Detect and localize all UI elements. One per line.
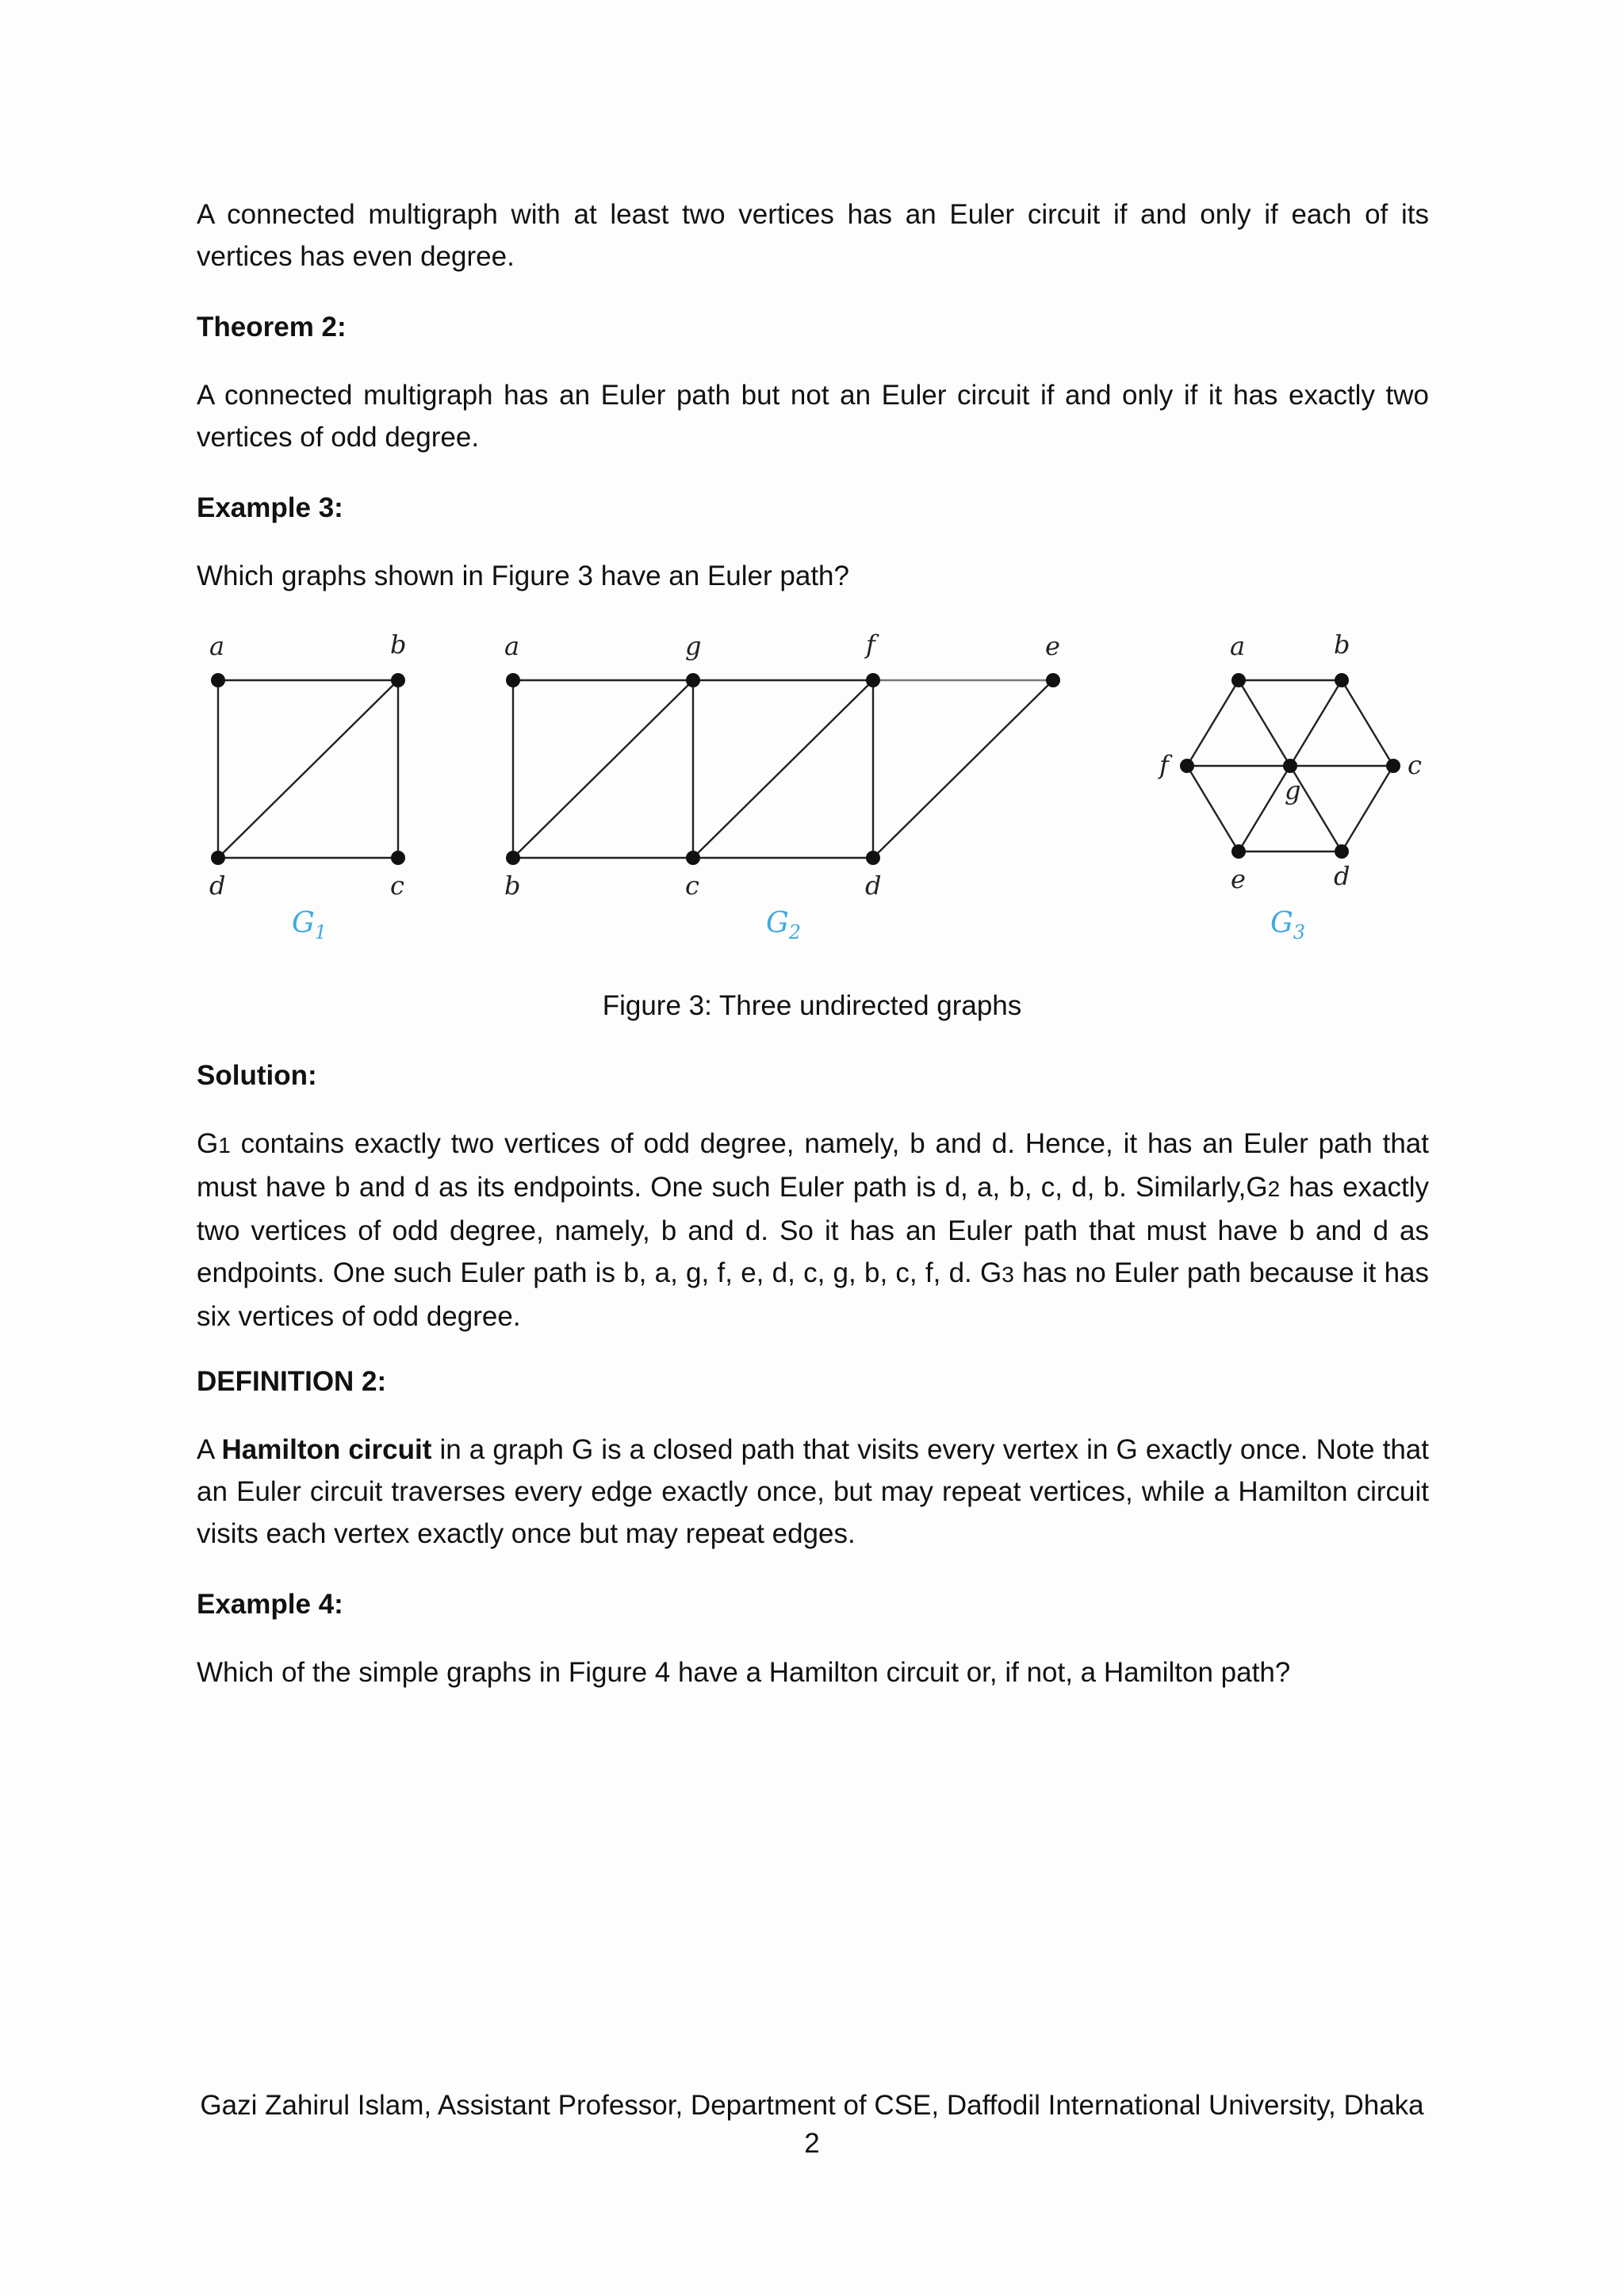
g2-label-d: d (865, 871, 882, 901)
g3-vertex-b (1335, 673, 1349, 687)
example-4-question: Which of the simple graphs in Figure 4 have a Hamilton circuit or, if not, a Hamilton path? (197, 1657, 1291, 1688)
g3-vertex-a (1231, 673, 1246, 687)
g2-edge-b-g (513, 680, 693, 858)
g3-edge-g-b (1290, 680, 1342, 766)
g2-edge-c-f (693, 680, 873, 858)
figure-3-graphs (190, 626, 1443, 959)
g2-label-c: c (685, 871, 699, 901)
g2-vertex-b (506, 851, 520, 865)
g2-vertex-e (1046, 673, 1060, 687)
g3-label-a: a (1230, 631, 1246, 661)
g3-graph-label: $G_3$ (1270, 907, 1306, 943)
graph-g1 (209, 629, 406, 943)
g3-vertex-e (1231, 844, 1246, 859)
g1-vertex-d (211, 851, 225, 865)
solution-text-3: has exactly two vertices of odd degree, namely, b and d. So it has an Euler path that must have b and d as endpoints. One such Euler path is b, a, g, f, e, d, c, g, b, c, f, d. G (197, 1172, 1429, 1288)
g2-vertex-c (686, 851, 700, 865)
solution-sub-2: 2 (1267, 1177, 1281, 1201)
g2-graph-label: $G_2$ (766, 907, 802, 943)
figure-3-caption: Figure 3: Three undirected graphs (602, 990, 1022, 1021)
definition-2-post: in a graph G is a closed path that visits every vertex in G exactly once. Note that an Euler circuit traverses every edge exactly once, but may repeat vertices, while a Hamilton circuit visits each vertex exactly once but may repeat edges. (197, 1434, 1429, 1549)
g3-label-d: d (1334, 861, 1350, 891)
g1-edge-d-b (218, 680, 398, 858)
g3-edge-e-f (1187, 766, 1239, 851)
g3-vertex-f (1180, 759, 1194, 773)
g2-vertex-g (686, 673, 700, 687)
g3-edge-f-a (1187, 680, 1239, 766)
g1-label-b: b (390, 629, 407, 660)
g1-label-a: a (209, 631, 225, 661)
g2-edge-d-e (873, 680, 1053, 858)
g1-vertex-a (211, 673, 225, 687)
solution-sub-3: 3 (1002, 1262, 1014, 1287)
intro-paragraph: A connected multigraph with at least two vertices has an Euler circuit if and only if each of its vertices has even degree. (197, 199, 1429, 272)
solution-heading: Solution: (197, 1060, 317, 1091)
g3-label-b: b (1334, 629, 1350, 660)
g1-label-d: d (209, 871, 226, 901)
g1-vertex-c (391, 851, 405, 865)
g3-vertex-c (1386, 759, 1400, 773)
g3-vertex-g (1283, 759, 1297, 773)
g2-label-a: a (504, 631, 520, 661)
solution-text-1: G (197, 1128, 219, 1159)
theorem-2-text: A connected multigraph has an Euler path but not an Euler circuit if and only if it has exactly two vertices of odd degree. (197, 380, 1429, 453)
definition-2-heading: DEFINITION 2: (197, 1366, 387, 1397)
page-number: 2 (804, 2128, 820, 2159)
g2-vertex-f (866, 673, 880, 687)
solution-sub-1: 1 (218, 1133, 231, 1158)
g3-label-g: g (1285, 775, 1301, 806)
solution-text-2: contains exactly two vertices of odd degree, namely, b and d. Hence, it has an Euler path that must have b and d as its endpoints. One such Euler path is d, a, b, c, d, b. Similarly,G (197, 1128, 1429, 1203)
g3-edge-b-c (1342, 680, 1393, 766)
theorem-2-heading: Theorem 2: (197, 312, 347, 342)
g1-graph-label: $G_1$ (292, 907, 327, 943)
g2-vertex-d (866, 851, 880, 865)
g3-label-e: e (1231, 864, 1246, 894)
definition-2-term: Hamilton circuit (221, 1434, 432, 1465)
g3-label-f: f (1159, 750, 1169, 780)
example-3-question: Which graphs shown in Figure 3 have an Euler path? (197, 561, 849, 591)
figure-3 (190, 626, 1443, 959)
g2-label-b: b (504, 871, 521, 901)
example-3-heading: Example 3: (197, 492, 343, 523)
g3-edge-g-e (1239, 766, 1290, 851)
definition-2-text (197, 1429, 1429, 1555)
g2-label-e: e (1045, 631, 1060, 661)
g3-label-c: c (1408, 750, 1422, 780)
footer-author: Gazi Zahirul Islam, Assistant Professor, Department of CSE, Daffodil International University, Dhaka (200, 2090, 1424, 2121)
solution-paragraph (197, 1123, 1429, 1337)
g3-edge-c-d (1342, 766, 1393, 851)
graph-g2 (504, 629, 1060, 943)
g2-label-g: g (685, 631, 702, 661)
g3-vertex-d (1335, 844, 1349, 859)
g3-edge-g-a (1239, 680, 1290, 766)
example-4-heading: Example 4: (197, 1589, 343, 1620)
g2-label-f: f (866, 629, 875, 660)
g2-vertex-a (506, 673, 520, 687)
definition-2-pre: A (197, 1434, 222, 1465)
graph-g3 (1158, 629, 1422, 943)
g1-vertex-b (391, 673, 405, 687)
solution-text-4: has no Euler path because it has six vertices of odd degree. (197, 1257, 1430, 1332)
g1-label-c: c (390, 871, 404, 901)
